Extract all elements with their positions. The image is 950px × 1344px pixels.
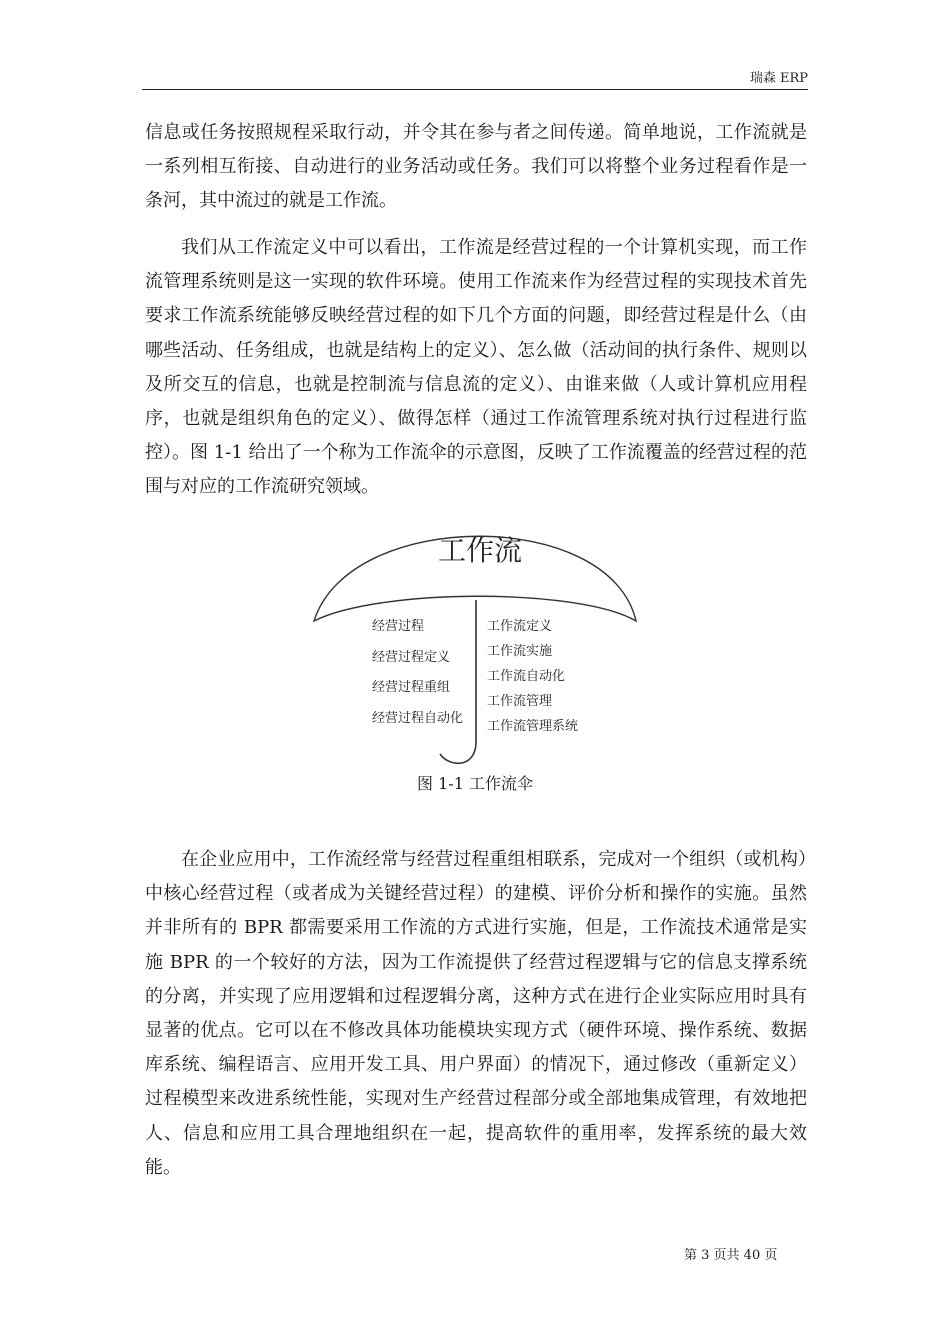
header-rule: [142, 89, 808, 90]
umbrella-title: 工作流: [437, 534, 522, 567]
list-item: 经营过程自动化: [372, 710, 464, 726]
body-paragraph-1: 信息或任务按照规程采取行动，并令其在参与者之间传递。简单地说，工作流就是一系列相互衔接、自动进行的业务活动或任务。我们可以将整个业务过程看作是一条河，其中流过的就是工作流。: [145, 122, 807, 212]
workflow-area-list: [487, 617, 578, 742]
business-process-list: [372, 617, 463, 739]
list-item: 工作流定义: [487, 619, 553, 634]
list-item: 工作流管理: [487, 694, 553, 709]
list-item: 经营过程定义: [372, 649, 451, 665]
workflow-umbrella-figure: [300, 528, 660, 772]
figure-caption: 图 1-1 工作流伞: [417, 774, 533, 793]
list-item: 工作流自动化: [487, 669, 566, 684]
body-paragraph-3: 在企业应用中，工作流经常与经营过程重组相联系，完成对一个组织（或机构）中核心经营过程（或者成为关键经营过程）的建模、评价分析和操作的实施。虽然并非所有的 BPR 都需要采用工作流的方式进行实施，但是，工作流技术通常是实施 BPR 的一个较好的方法，因为工作流提供了经营过程逻辑与它的信息支撑系统的分离，并实现了应用逻辑和过程逻辑分离，这种方式在进行企业实际应用时具有显著的优点。它可以在不修改具体功能模块实现方式（硬件环境、操作系统、数据库系统、编程语言、应用开发工具、用户界面）的情况下，通过修改（重新定义）过程模型来改进系统性能，实现对生产经营过程部分或全部地集成管理，有效地把人、信息和应用工具合理地组织在一起，提高软件的重用率，发挥系统的最大效能。: [145, 849, 807, 1178]
body-paragraph-2: 我们从工作流定义中可以看出，工作流是经营过程的一个计算机实现，而工作流管理系统则是这一实现的软件环境。使用工作流来作为经营过程的实现技术首先要求工作流系统能够反映经营过程的如下几个方面的问题，即经营过程是什么（由哪些活动、任务组成，也就是结构上的定义）、怎么做（活动间的执行条件、规则以及所交互的信息，也就是控制流与信息流的定义）、由谁来做（人或计算机应用程序，也就是组织角色的定义）、做得怎样（通过工作流管理系统对执行过程进行监控）。图 1-1 给出了一个称为工作流伞的示意图，反映了工作流覆盖的经营过程的范围与对应的工作流研究领域。: [145, 237, 807, 498]
list-item: 工作流实施: [487, 644, 553, 659]
header-title: 瑞森 ERP: [749, 71, 808, 86]
page-number: 第 3 页共 40 页: [684, 1248, 778, 1263]
list-item: 工作流管理系统: [487, 719, 579, 734]
list-item: 经营过程: [372, 619, 425, 634]
list-item: 经营过程重组: [372, 680, 451, 695]
